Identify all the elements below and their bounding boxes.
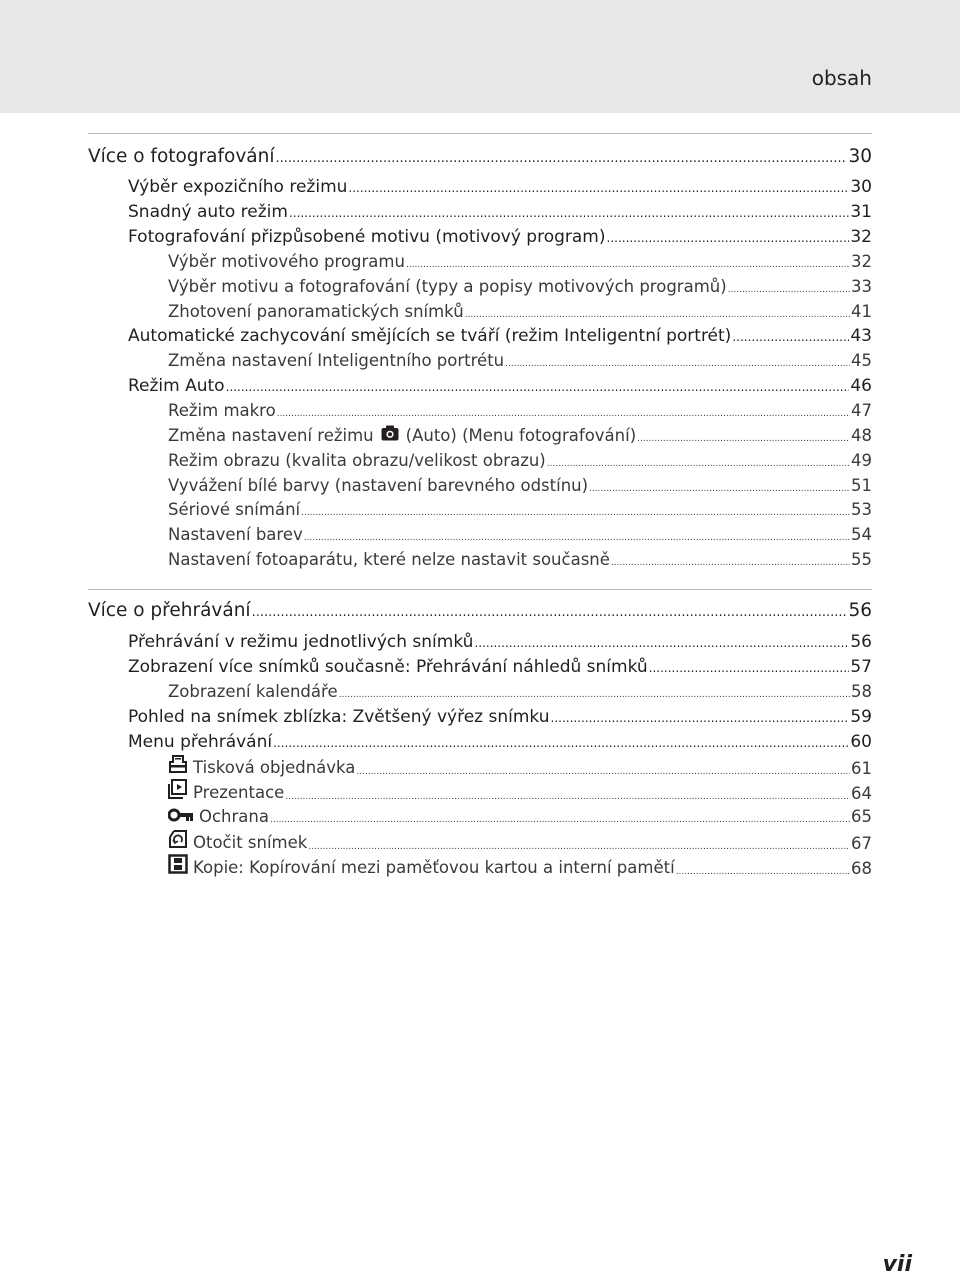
header-band [0,0,960,113]
toc-entry-label: Nastavení barev [168,525,303,544]
toc-entry-ochrana[interactable] [168,804,872,830]
toc-entry-page: 31 [850,202,872,222]
dot-leader [474,630,849,656]
toc-entry-page: 30 [850,177,872,197]
rotate-image-icon [168,829,188,857]
toc-entry-tiskova-objednavka[interactable] [168,754,872,780]
page-number: vii [882,1252,912,1277]
toc-entry-page: 30 [848,146,872,167]
dot-leader [607,225,850,251]
toc-entry-seriove-snimani[interactable] [168,497,872,523]
toc-entry-label: Režim obrazu (kvalita obrazu/velikost obrazu) [168,451,546,470]
toc-entry-label: Ochrana [199,807,269,826]
toc-entry-page: 41 [851,302,872,321]
toc-entry-rezim-makro[interactable] [168,398,872,424]
toc-entry-page: 49 [851,451,872,470]
toc-entry-vyber-motivoveho-programu[interactable] [168,249,872,275]
toc-entry-label: Výběr expozičního režimu [128,177,348,197]
toc-entry-label: Výběr motivu a fotografování (typy a popisy motivových programů) [168,277,727,296]
toc-entry-page: 65 [851,807,872,826]
toc-entry-nahledy-snimku[interactable] [128,654,872,680]
toc-entry-label-after: (Auto) (Menu fotografování) [405,426,637,445]
toc-entry-nelze-nastavit[interactable] [168,547,872,573]
toc-entry-vice-o-fotografovani[interactable] [88,144,872,170]
toc-entry-vyber-motivu[interactable] [168,274,872,300]
toc-entry-label: Režim Auto [128,376,225,396]
slide-show-icon [168,779,188,807]
toc-entry-page: 60 [850,732,872,752]
dot-leader [611,550,850,576]
toc-entry-label: Zhotovení panoramatických snímků [168,302,464,321]
toc-entry-kopie[interactable] [168,854,872,880]
toc-entry-rezim-obrazu[interactable] [168,448,872,474]
toc-entry-page: 32 [850,227,872,247]
toc-entry-page: 55 [851,550,872,569]
print-order-icon [168,754,188,782]
toc-entry-label: Výběr motivového programu [168,252,405,271]
toc-entry-page: 57 [850,657,872,677]
toc-entry-page: 32 [851,252,872,271]
toc-entry-page: 33 [851,277,872,296]
toc-entry-label: Sériové snímání [168,500,301,519]
toc-entry-label: Přehrávání v režimu jednotlivých snímků [128,632,474,652]
camera-icon [381,423,399,449]
toc-entry-page: 51 [851,476,872,495]
toc-entry-label: Více o fotografování [88,146,275,167]
dot-leader [252,600,848,626]
toc-entry-page: 58 [851,682,872,701]
toc-entry-label: Prezentace [193,783,285,802]
toc-entry-label: Zobrazení více snímků současně: Přehrávání náhledů snímků [128,657,648,677]
toc-entry-label: Nastavení fotoaparátu, které nelze nastavit současně [168,550,610,569]
toc-entry-vyber-expozicniho-rezimu[interactable] [128,174,872,200]
toc-entry-label: Kopie: Kopírování mezi paměťovou kartou a interní pamětí [193,858,675,877]
toc-entry-page: 56 [850,632,872,652]
toc-entry-label: Tisková objednávka [193,758,356,777]
divider [88,133,872,134]
divider [88,589,872,590]
toc-entry-label: Změna nastavení Inteligentního portrétu [168,351,505,370]
toc-entry-page: 59 [850,707,872,727]
toc-entry-label: Snadný auto režim [128,202,288,222]
toc-entry-zmena-rezimu-auto[interactable] [168,423,872,449]
toc-entry-zmena-inteligentniho-portretu[interactable] [168,348,872,374]
toc-entry-zvetseny-vyrez[interactable] [128,704,872,730]
dot-leader [649,655,850,681]
dot-leader [289,200,849,226]
toc-entry-label: Vyvážení bílé barvy (nastavení barevného odstínu) [168,476,589,495]
toc-entry-page: 56 [848,600,872,621]
toc-entry-snadny-auto-rezim[interactable] [128,199,872,225]
dot-leader [273,730,849,756]
toc-entry-page: 53 [851,500,872,519]
toc-entry-label: Otočit snímek [193,833,308,852]
toc-entry-page: 47 [851,401,872,420]
section-label: obsah [811,66,872,90]
toc-entry-nastaveni-barev[interactable] [168,522,872,548]
copy-icon [168,854,188,882]
dot-leader [226,374,850,400]
dot-leader [732,324,849,350]
toc-entry-page: 67 [851,834,872,853]
toc-entry-page: 45 [851,351,872,370]
toc-entry-label-before: Změna nastavení režimu [168,426,374,445]
dot-leader [276,146,848,172]
toc-entry-label: Více o přehrávání [88,600,251,621]
dot-leader [551,705,850,731]
dot-leader [676,859,850,885]
toc-entry-page: 68 [851,859,872,878]
toc-entry-page: 43 [850,326,872,346]
toc-entry-rezim-auto[interactable] [128,373,872,399]
toc-entry-otocit-snimek[interactable] [168,829,872,855]
dot-leader [348,175,849,201]
toc-entry-page: 64 [851,784,872,803]
toc-entry-label: Automatické zachycování smějících se tváří (režim Inteligentní portrét) [128,326,732,346]
toc-entry-label: Pohled na snímek zblízka: Zvětšený výřez snímku [128,707,550,727]
toc-entry-zobrazeni-kalendare[interactable] [168,679,872,705]
toc-entry-prehravani-jednotlivych[interactable] [128,629,872,655]
protect-key-icon [168,804,194,830]
toc-entry-page: 61 [851,759,872,778]
toc-entry-menu-prehravani[interactable] [128,729,872,755]
toc-entry-inteligentni-portret[interactable] [128,323,872,349]
toc-entry-page: 48 [851,426,872,445]
toc-entry-page: 54 [851,525,872,544]
toc-entry-prezentace[interactable] [168,779,872,805]
toc-entry-page: 46 [850,376,872,396]
toc-entry-motivovy-program[interactable] [128,224,872,250]
toc-entry-label: Zobrazení kalendáře [168,682,338,701]
toc-entry-label: Režim makro [168,401,276,420]
toc-entry-label: Fotografování přizpůsobené motivu (motivový program) [128,227,606,247]
toc-entry-panoramaticke-snimky[interactable] [168,299,872,325]
toc-entry-vice-o-prehravani[interactable] [88,598,872,624]
toc-entry-vyvazeni-bile[interactable] [168,473,872,499]
toc-entry-label: Menu přehrávání [128,732,273,752]
